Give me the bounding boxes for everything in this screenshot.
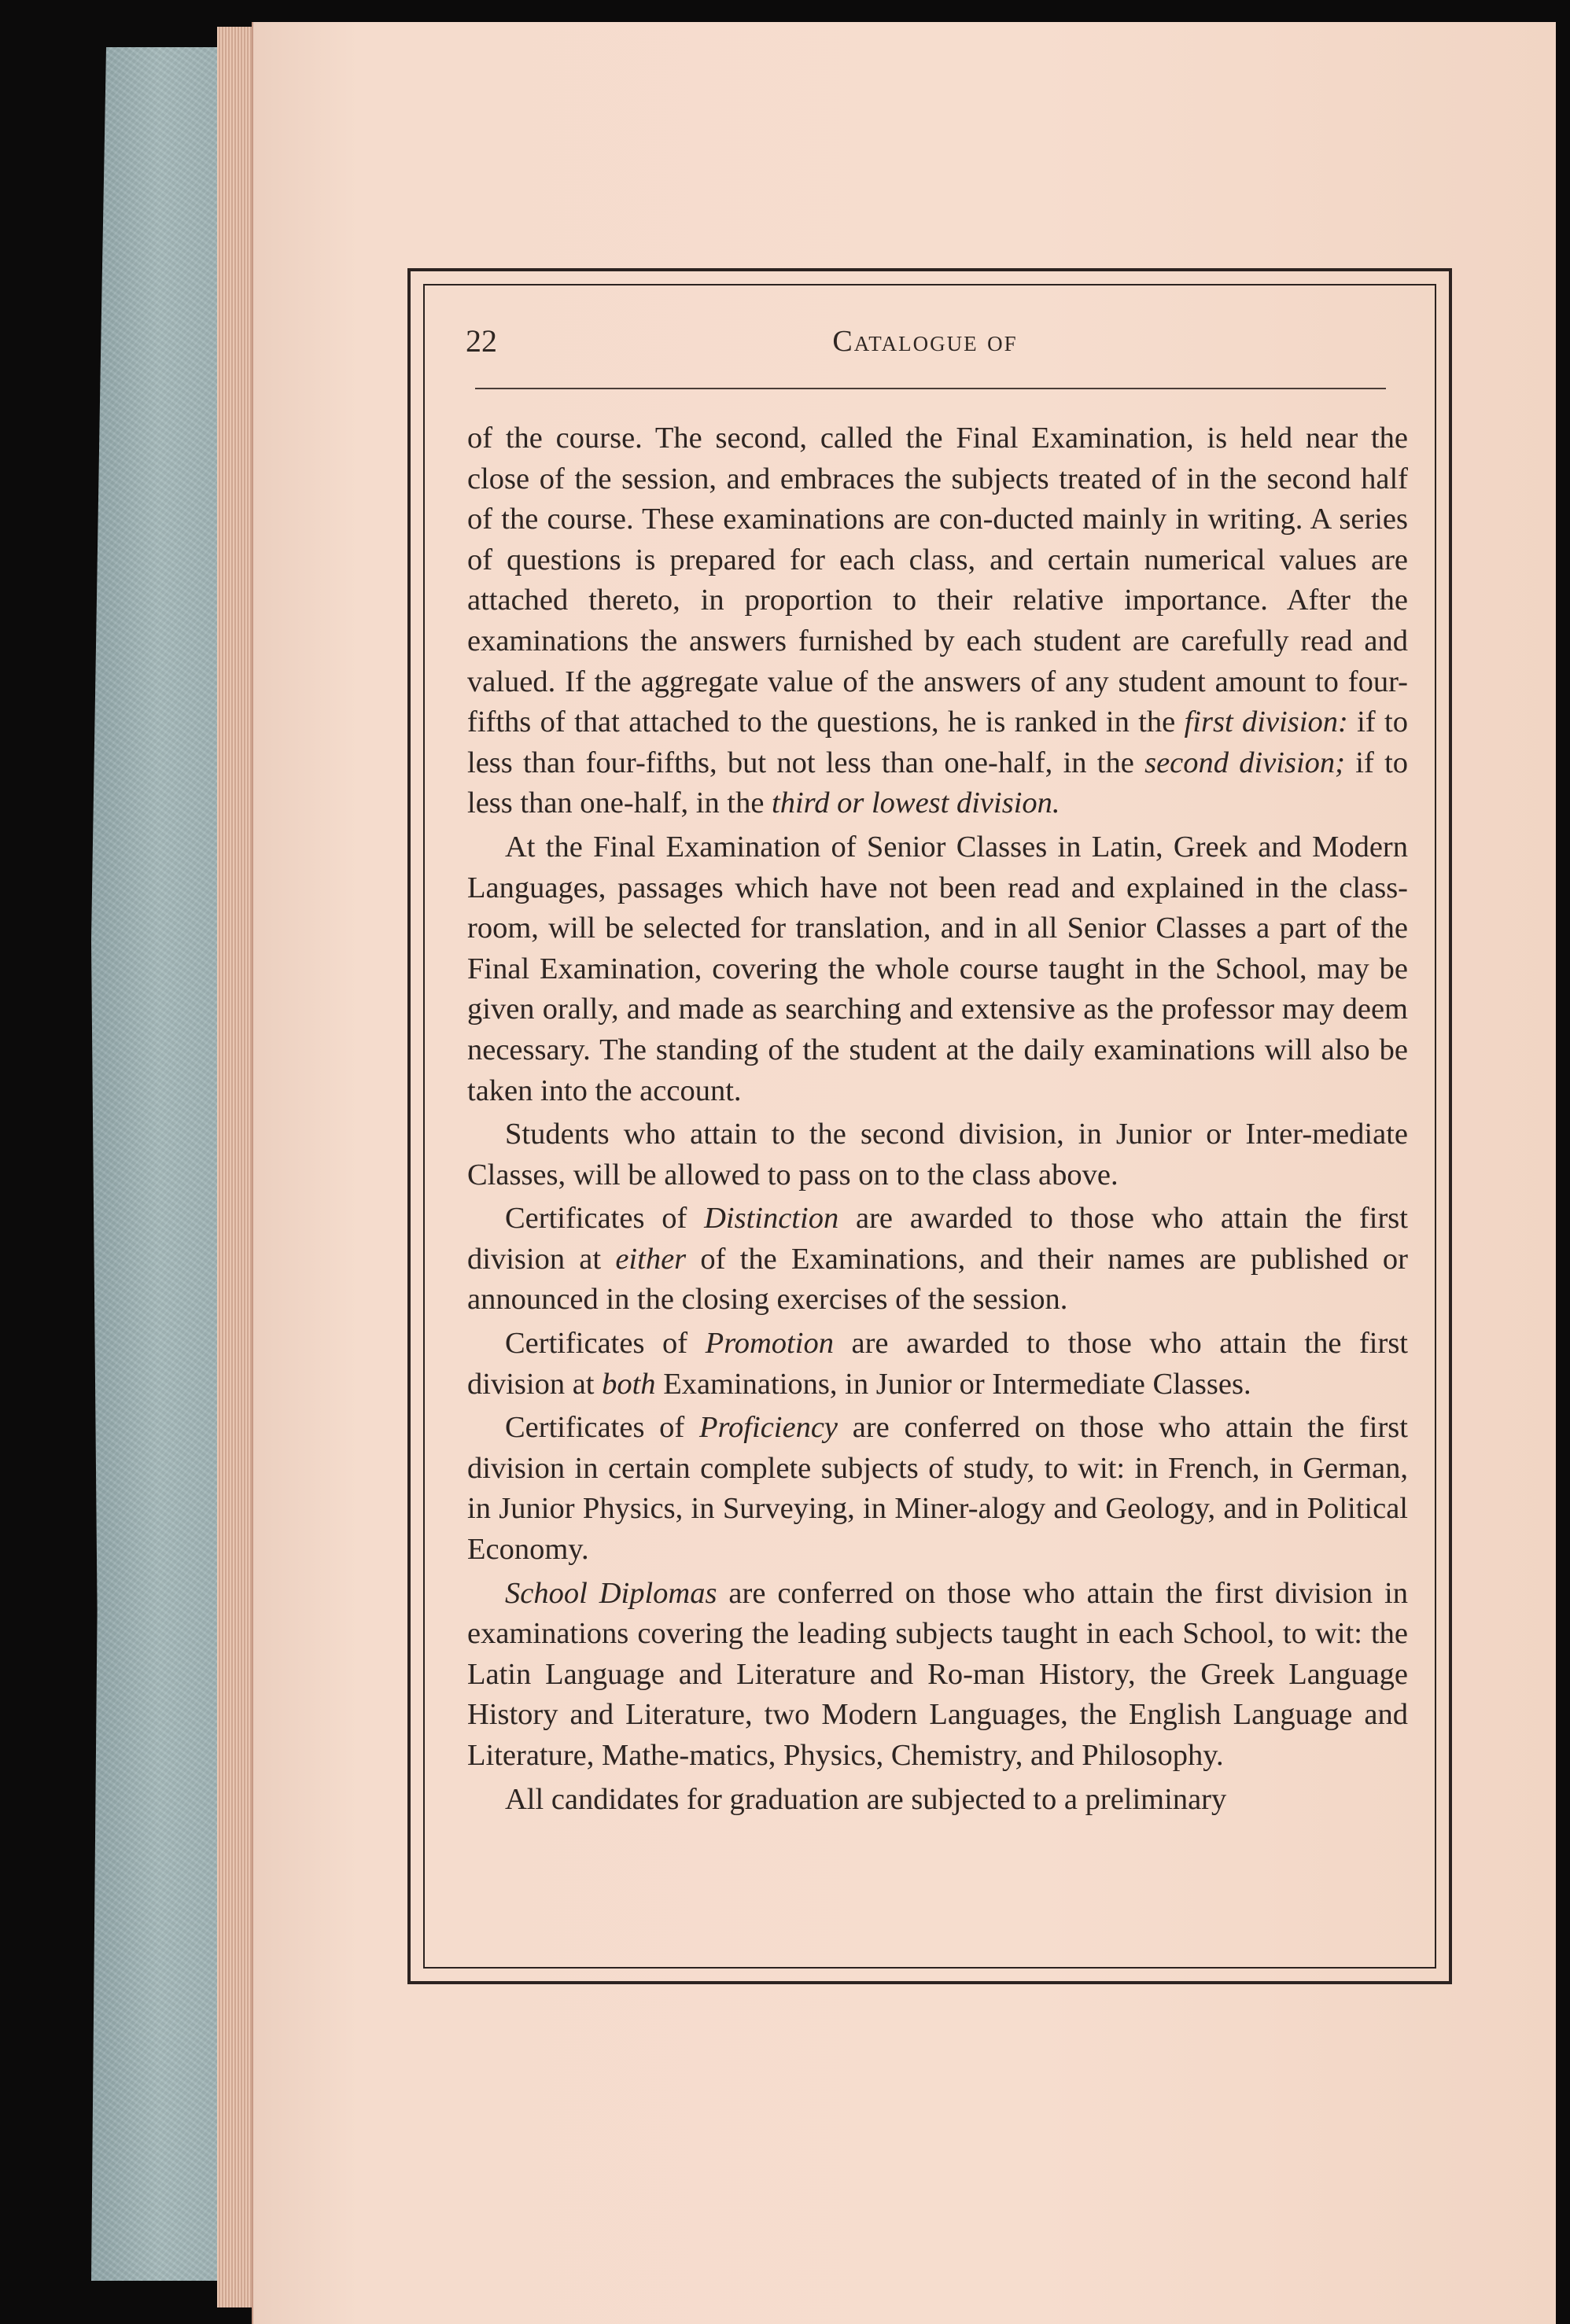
text-run: Certificates of [505, 1411, 699, 1445]
italic-run: both [602, 1367, 656, 1401]
italic-run: Proficiency [698, 1411, 838, 1445]
text-run: Certificates of [505, 1327, 706, 1361]
text-run: are conferred on those who attain the first division in examinations covering the leading subjects taught in each School, to wit: the Latin Language and Literature and Ro-man History, the Greek Language History and Literature, two Modern Languages, the English Language and Literature, Mathe-matics, Physics, Chemistry, and Philosophy. [467, 1576, 1408, 1772]
text-run: Certificates of [505, 1202, 705, 1236]
paragraph-8: All candidates for graduation are subjected to a preliminary [505, 1782, 1227, 1816]
text-run: if to less than four-fifths, but not less than one-half, in the [467, 705, 1408, 779]
text-run: of the Examinations, and their names are published or announced in the closing exercises of the session. [467, 1242, 1408, 1317]
italic-run: third or lowest division. [772, 786, 1060, 820]
body-text [467, 418, 1408, 1823]
italic-run: Promotion [705, 1327, 834, 1361]
text-run: are awarded to those who attain the first division at [467, 1327, 1408, 1401]
text-run: Examinations, in Junior or Intermediate Classes. [655, 1367, 1251, 1401]
paragraph-7 [467, 1574, 1408, 1777]
italic-run: either [615, 1242, 687, 1276]
text-run: are conferred on those who attain the first division in certain complete subjects of study, to wit: in French, in German, in Junior Physics, in Surveying, in Miner-alogy and Geology, and in Political Economy. [467, 1411, 1408, 1567]
paragraph-4 [467, 1199, 1408, 1320]
paragraph-1 [467, 418, 1408, 824]
italic-run: School Diplomas [505, 1576, 717, 1610]
header-rule [475, 388, 1386, 389]
italic-run: second division; [1144, 746, 1346, 779]
page-number: 22 [466, 323, 497, 359]
running-head: Catalogue of [832, 325, 1018, 358]
text-run: are awarded to those who attain the first division at [467, 1202, 1408, 1276]
page-header [466, 316, 1384, 371]
paragraph-2: At the Final Examination of Senior Classes in Latin, Greek and Modern Languages, passages which have not been read and explained in the class-room, will be selected for translation, and in all Senior Classes a part of the Final Examination, covering the whole course taught in the School, may be given orally, and made as searching and extensive as the professor may deem necessary. The standing of the student at the daily examinations will also be taken into the account. [467, 830, 1408, 1107]
italic-run: first division: [1184, 705, 1348, 739]
paragraph-5 [467, 1324, 1408, 1405]
paragraph-3: Students who attain to the second division, in Junior or Inter-mediate Classes, will be allowed to pass on to the class above. [467, 1118, 1408, 1191]
italic-run: Distinction [704, 1202, 839, 1236]
paragraph-6 [467, 1408, 1408, 1570]
text-run: of the course. The second, called the Final Examination, is held near the close of the session, and embraces the subjects treated of in the second half of the course. These examinations are con-ducted mainly in writing. A series of questions is prepared for each class, and certain numerical values are attached thereto, in proportion to their relative importance. After the examinations the answers furnished by each student are carefully read and valued. If the aggregate value of the answers of any student amount to four-fifths of that attached to the questions, he is ranked in the [467, 422, 1408, 739]
text-run: if to less than one-half, in the [467, 746, 1409, 820]
